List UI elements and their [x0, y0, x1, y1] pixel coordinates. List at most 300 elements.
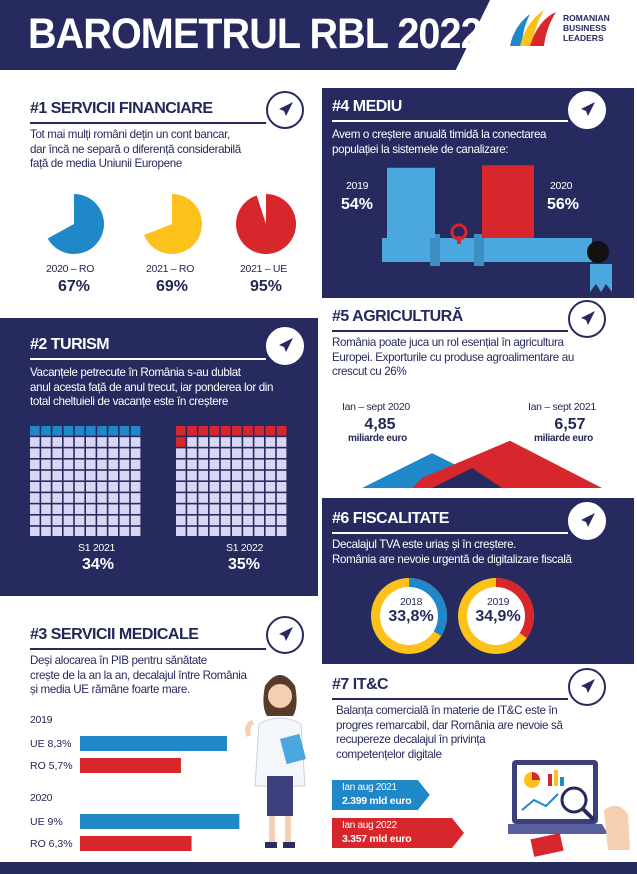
pie-label: 2021 – RO — [146, 263, 195, 275]
water — [590, 264, 612, 292]
waffle-cell — [108, 460, 118, 470]
waffle-cell — [266, 504, 276, 514]
waffle-cell — [277, 471, 287, 481]
section-title: #5 AGRICULTURĂ — [332, 308, 463, 325]
waffle-cell — [86, 448, 96, 458]
text-line: dar încă ne separă o diferență considerabilă — [30, 142, 241, 156]
waffle-cell — [232, 426, 242, 436]
section-title: #1 SERVICII FINANCIARE — [30, 100, 213, 117]
health-bar-chart — [0, 724, 260, 854]
waffle-cell — [108, 471, 118, 481]
waffle-cell — [75, 493, 85, 503]
waffle-cell — [41, 426, 51, 436]
arrow-period: Ian aug 2022 — [342, 820, 397, 831]
section-text — [30, 654, 247, 698]
waffle-cell — [75, 437, 85, 447]
waffle-cell — [254, 460, 264, 470]
section-title: #4 MEDIU — [332, 98, 402, 115]
waffle-cell — [187, 504, 197, 514]
pie-value: 67% — [57, 278, 91, 295]
waffle-cell — [52, 516, 62, 526]
waffle-cell — [187, 448, 197, 458]
text-line: competențelor digitale — [336, 747, 442, 761]
waffle-cell — [97, 504, 107, 514]
waffle-cell — [210, 527, 220, 536]
waffle-cell — [30, 493, 40, 503]
waffle-cell — [86, 426, 96, 436]
waffle-cell — [64, 527, 74, 536]
waffle-cell — [277, 426, 287, 436]
waffle-cell — [120, 493, 130, 503]
waffle-cell — [266, 437, 276, 447]
waffle-cell — [266, 482, 276, 492]
waffle-cell — [64, 460, 74, 470]
waffle-cell — [221, 482, 231, 492]
section-tourism — [0, 318, 318, 596]
waffle-label: S1 2021 — [78, 542, 116, 554]
bar — [80, 836, 192, 851]
waffle-cell — [97, 482, 107, 492]
pipe — [382, 238, 592, 262]
text-line: România poate juca un rol esențial în agricultura — [332, 336, 564, 349]
waffle-cell — [210, 482, 220, 492]
waffle-cell — [97, 493, 107, 503]
waffle-cell — [120, 504, 130, 514]
arrow-icon — [568, 91, 606, 129]
pie-charts — [0, 190, 318, 260]
waffle-cell — [266, 471, 276, 481]
waffle-cell — [243, 527, 253, 536]
waffle-cell — [221, 527, 231, 536]
waffle-cell — [277, 482, 287, 492]
period-label: Ian – sept 2020 — [342, 401, 410, 413]
bar — [387, 168, 435, 238]
waffle-cell — [176, 471, 186, 481]
arrow-value: 2.399 mld euro — [342, 795, 412, 807]
waffle-cell — [41, 504, 51, 514]
waffle-cell — [75, 482, 85, 492]
title-underline — [30, 358, 266, 360]
waffle-cell — [254, 527, 264, 536]
section-financial — [0, 80, 318, 310]
waffle-cell — [41, 471, 51, 481]
waffle-cell — [120, 516, 130, 526]
waffle-cell — [41, 448, 51, 458]
waffle-cell — [243, 471, 253, 481]
section-itc — [322, 664, 634, 860]
waffle-cell — [221, 460, 231, 470]
bar — [80, 758, 181, 773]
waffle-cell — [41, 437, 51, 447]
section-title: #6 FISCALITATE — [332, 510, 449, 527]
waffle-cell — [254, 448, 264, 458]
waffle-cell — [108, 527, 118, 536]
waffle-cell — [254, 504, 264, 514]
logo-line: BUSINESS — [563, 23, 607, 33]
waffle-cell — [243, 504, 253, 514]
text-line: populației la sistemele de canalizare: — [332, 142, 509, 156]
waffle-cell — [232, 482, 242, 492]
waffle-cell — [266, 527, 276, 536]
pipe-joint — [474, 234, 484, 266]
waffle-cell — [52, 482, 62, 492]
waffle-cell — [131, 493, 141, 503]
waffle-cell — [52, 493, 62, 503]
waffle-cell — [210, 493, 220, 503]
waffle-cell — [254, 437, 264, 447]
waffle-cell — [176, 493, 186, 503]
waffle-cell — [120, 448, 130, 458]
waffle-cell — [210, 426, 220, 436]
arrow-value: 3.357 mld euro — [342, 833, 412, 845]
text-line: anul acesta față de anul trecut, iar ponderea lor din — [30, 380, 274, 394]
waffle-cell — [210, 460, 220, 470]
waffle-cell — [198, 426, 208, 436]
waffle-cell — [243, 437, 253, 447]
section-fiscal — [322, 498, 634, 664]
waffle-cell — [108, 493, 118, 503]
waffle-cell — [120, 471, 130, 481]
bar-value: 54% — [340, 196, 374, 213]
waffle-cell — [176, 527, 186, 536]
page-title: BAROMETRUL RBL 2022 — [28, 10, 482, 58]
waffle-cell — [75, 460, 85, 470]
section-title: #2 TURISM — [30, 336, 110, 353]
bar-value: 56% — [546, 196, 580, 213]
waffle-cell — [52, 527, 62, 536]
waffle-cell — [64, 493, 74, 503]
section-medical — [0, 604, 318, 860]
waffle-cell — [221, 504, 231, 514]
waffle-cell — [75, 504, 85, 514]
waffle-cell — [277, 493, 287, 503]
waffle-cell — [64, 516, 74, 526]
waffle-cell — [266, 460, 276, 470]
waffle-cell — [221, 448, 231, 458]
title-underline — [30, 122, 266, 124]
waffle-cell — [187, 482, 197, 492]
year-label: 2019 — [30, 714, 53, 726]
waffle-cell — [64, 482, 74, 492]
waffle-value: 34% — [81, 556, 115, 573]
waffle-charts — [0, 426, 318, 536]
waffle-cell — [41, 516, 51, 526]
waffle-cell — [75, 426, 85, 436]
arrow-period: Ian aug 2021 — [342, 782, 397, 793]
section-text — [332, 538, 572, 567]
waffle-value: 35% — [227, 556, 261, 573]
section-text — [30, 366, 273, 410]
waffle-cell — [52, 471, 62, 481]
waffle-cell — [64, 437, 74, 447]
section-text — [332, 336, 574, 380]
waffle-cell — [86, 493, 96, 503]
waffle-cell — [277, 460, 287, 470]
waffle-cell — [131, 426, 141, 436]
waffle-cell — [277, 437, 287, 447]
waffle-cell — [86, 482, 96, 492]
waffle-cell — [64, 448, 74, 458]
waffle-cell — [187, 493, 197, 503]
waffle-cell — [41, 527, 51, 536]
waffle-cell — [97, 471, 107, 481]
logo-line: LEADERS — [563, 33, 604, 43]
arrow-icon — [266, 327, 304, 365]
title-underline — [332, 330, 568, 332]
waffle-cell — [210, 516, 220, 526]
doctor-illustration-icon — [245, 666, 315, 852]
arrow-icon — [266, 91, 304, 129]
donut-value: 33,8% — [388, 608, 434, 625]
pie-slice — [236, 194, 296, 254]
waffle-cell — [232, 493, 242, 503]
waffle-cell — [108, 448, 118, 458]
text-line: Vacanțele petrecute în România s-au dublat — [30, 366, 241, 379]
waffle-cell — [86, 471, 96, 481]
text-line: Avem o creștere anuală timidă la conectarea — [332, 128, 547, 141]
year-label: 2020 — [30, 792, 53, 804]
bar-label: UE 9% — [30, 816, 63, 828]
arrow-icon — [266, 616, 304, 654]
waffle-cell — [221, 493, 231, 503]
waffle-cell — [176, 460, 186, 470]
waffle-cell — [210, 437, 220, 447]
waffle-cell — [254, 493, 264, 503]
waffle-cell — [108, 504, 118, 514]
waffle-cell — [221, 426, 231, 436]
waffle-cell — [266, 516, 276, 526]
waffle-cell — [30, 482, 40, 492]
rbl-logo-icon — [504, 6, 564, 56]
waffle-cell — [232, 448, 242, 458]
waffle-cell — [277, 527, 287, 536]
bar — [80, 736, 227, 751]
waffle-cell — [198, 482, 208, 492]
waffle-cell — [41, 493, 51, 503]
text-line: și media UE rămâne foarte mare. — [30, 683, 190, 696]
section-text — [332, 128, 546, 157]
title-underline — [332, 532, 568, 534]
waffle-cell — [277, 516, 287, 526]
valve-stem — [457, 236, 461, 244]
year-label: 2020 — [550, 180, 573, 192]
waffle-cell — [41, 482, 51, 492]
waffle-cell — [198, 471, 208, 481]
pipe-bar-chart — [322, 164, 634, 298]
waffle-cell — [41, 460, 51, 470]
waffle-cell — [30, 504, 40, 514]
waffle-cell — [30, 426, 40, 436]
waffle-cell — [108, 426, 118, 436]
waffle-cell — [52, 460, 62, 470]
waffle-cell — [254, 516, 264, 526]
waffle-cell — [30, 527, 40, 536]
arrow-icon — [568, 668, 606, 706]
waffle-cell — [52, 448, 62, 458]
section-environment — [322, 88, 634, 298]
waffle-cell — [86, 504, 96, 514]
waffle-cell — [86, 437, 96, 447]
period-label: Ian – sept 2021 — [528, 401, 596, 413]
text-line: total cheltuieli de vacanțe este în creștere — [30, 395, 228, 408]
waffle-cell — [277, 448, 287, 458]
waffle-cell — [86, 516, 96, 526]
waffle-cell — [30, 437, 40, 447]
waffle-cell — [75, 448, 85, 458]
waffle-cell — [131, 448, 141, 458]
text-line: Decalajul TVA este uriaș și în creștere. — [332, 538, 517, 551]
year-label: 2019 — [346, 180, 369, 192]
waffle-cell — [75, 527, 85, 536]
waffle-cell — [243, 460, 253, 470]
waffle-cell — [176, 426, 186, 436]
waffle-cell — [97, 516, 107, 526]
title-underline — [332, 120, 568, 122]
area-value: 6,57 — [554, 416, 586, 433]
waffle-cell — [131, 527, 141, 536]
waffle-cell — [187, 516, 197, 526]
section-agriculture — [322, 298, 634, 498]
waffle-cell — [198, 527, 208, 536]
pie-slice — [48, 194, 104, 254]
waffle-cell — [30, 516, 40, 526]
donut-year: 2019 — [487, 596, 510, 608]
section-title: #7 IT&C — [332, 676, 389, 693]
area-value: 4,85 — [364, 416, 396, 433]
waffle-cell — [64, 504, 74, 514]
waffle-cell — [187, 527, 197, 536]
waffle-cell — [198, 437, 208, 447]
waffle-cell — [176, 516, 186, 526]
waffle-cell — [97, 460, 107, 470]
waffle-cell — [176, 437, 186, 447]
waffle-cell — [198, 493, 208, 503]
waffle-cell — [97, 426, 107, 436]
laptop-analytics-icon — [508, 750, 632, 858]
pipe-outlet — [587, 241, 609, 263]
donut-value: 34,9% — [475, 608, 521, 625]
text-line: Deși alocarea în PIB pentru sănătate — [30, 654, 207, 667]
pipe-joint — [430, 234, 440, 266]
section-text — [30, 128, 241, 172]
waffle-cell — [86, 460, 96, 470]
waffle-cell — [187, 471, 197, 481]
waffle-cell — [210, 448, 220, 458]
unit-label: miliarde euro — [348, 433, 407, 444]
donut-year: 2018 — [400, 596, 423, 608]
waffle-cell — [232, 471, 242, 481]
waffle-cell — [198, 448, 208, 458]
unit-label: miliarde euro — [534, 433, 593, 444]
text-line: față de media Uniunii Europene — [30, 157, 182, 170]
waffle-cell — [86, 527, 96, 536]
waffle-cell — [120, 482, 130, 492]
waffle-cell — [75, 516, 85, 526]
bar-label: RO 5,7% — [30, 760, 73, 772]
section-title: #3 SERVICII MEDICALE — [30, 626, 199, 643]
waffle-cell — [232, 460, 242, 470]
waffle-cell — [232, 527, 242, 536]
waffle-cell — [64, 471, 74, 481]
waffle-cell — [176, 482, 186, 492]
waffle-cell — [108, 516, 118, 526]
waffle-cell — [221, 516, 231, 526]
waffle-cell — [131, 437, 141, 447]
waffle-cell — [210, 504, 220, 514]
waffle-cell — [254, 426, 264, 436]
waffle-label: S1 2022 — [226, 542, 264, 554]
waffle-cell — [198, 504, 208, 514]
waffle-cell — [232, 437, 242, 447]
bar — [80, 814, 239, 829]
waffle-cell — [75, 471, 85, 481]
text-line: Balanța comercială în materie de IT&C este în — [336, 704, 558, 717]
waffle-cell — [64, 426, 74, 436]
waffle-cell — [131, 504, 141, 514]
text-line: Tot mai mulți români dețin un cont bancar, — [30, 128, 230, 141]
text-line: progres remarcabil, dar România are nevoie să — [336, 718, 563, 732]
waffle-cell — [97, 527, 107, 536]
waffle-cell — [187, 426, 197, 436]
text-line: România are nevoie urgentă de digitalizare fiscală — [332, 552, 572, 566]
waffle-cell — [198, 460, 208, 470]
waffle-cell — [176, 448, 186, 458]
pie-slice — [144, 194, 202, 254]
arrow-icon — [568, 502, 606, 540]
pie-label: 2021 – UE — [240, 263, 287, 275]
waffle-cell — [266, 493, 276, 503]
waffle-cell — [277, 504, 287, 514]
waffle-cell — [243, 426, 253, 436]
waffle-cell — [187, 460, 197, 470]
waffle-cell — [221, 471, 231, 481]
waffle-cell — [120, 437, 130, 447]
waffle-cell — [187, 437, 197, 447]
waffle-cell — [97, 437, 107, 447]
text-line: crescut cu 26% — [332, 365, 407, 378]
arrow-icon — [568, 300, 606, 338]
logo-line: ROMANIAN — [563, 13, 610, 23]
pie-value: 69% — [155, 278, 189, 295]
text-line: Europei. Exporturile cu produse agroalimentare au — [332, 350, 574, 364]
title-underline — [30, 648, 266, 650]
waffle-cell — [221, 437, 231, 447]
waffle-cell — [30, 460, 40, 470]
waffle-cell — [243, 493, 253, 503]
waffle-cell — [243, 448, 253, 458]
waffle-cell — [243, 482, 253, 492]
logo-text — [563, 13, 610, 43]
waffle-cell — [266, 448, 276, 458]
waffle-cell — [131, 460, 141, 470]
text-line: recupereze decalajul în privința — [336, 733, 486, 746]
waffle-cell — [266, 426, 276, 436]
pie-value: 95% — [249, 278, 283, 295]
waffle-cell — [30, 448, 40, 458]
footer-bar — [0, 862, 637, 874]
waffle-cell — [52, 504, 62, 514]
bar-label: RO 6,3% — [30, 838, 73, 850]
waffle-cell — [254, 471, 264, 481]
text-line: crește de la an la an, decalajul între România — [30, 668, 247, 682]
waffle-cell — [198, 516, 208, 526]
waffle-cell — [52, 426, 62, 436]
waffle-cell — [210, 471, 220, 481]
waffle-cell — [176, 504, 186, 514]
waffle-cell — [108, 482, 118, 492]
waffle-cell — [52, 437, 62, 447]
waffle-cell — [131, 516, 141, 526]
